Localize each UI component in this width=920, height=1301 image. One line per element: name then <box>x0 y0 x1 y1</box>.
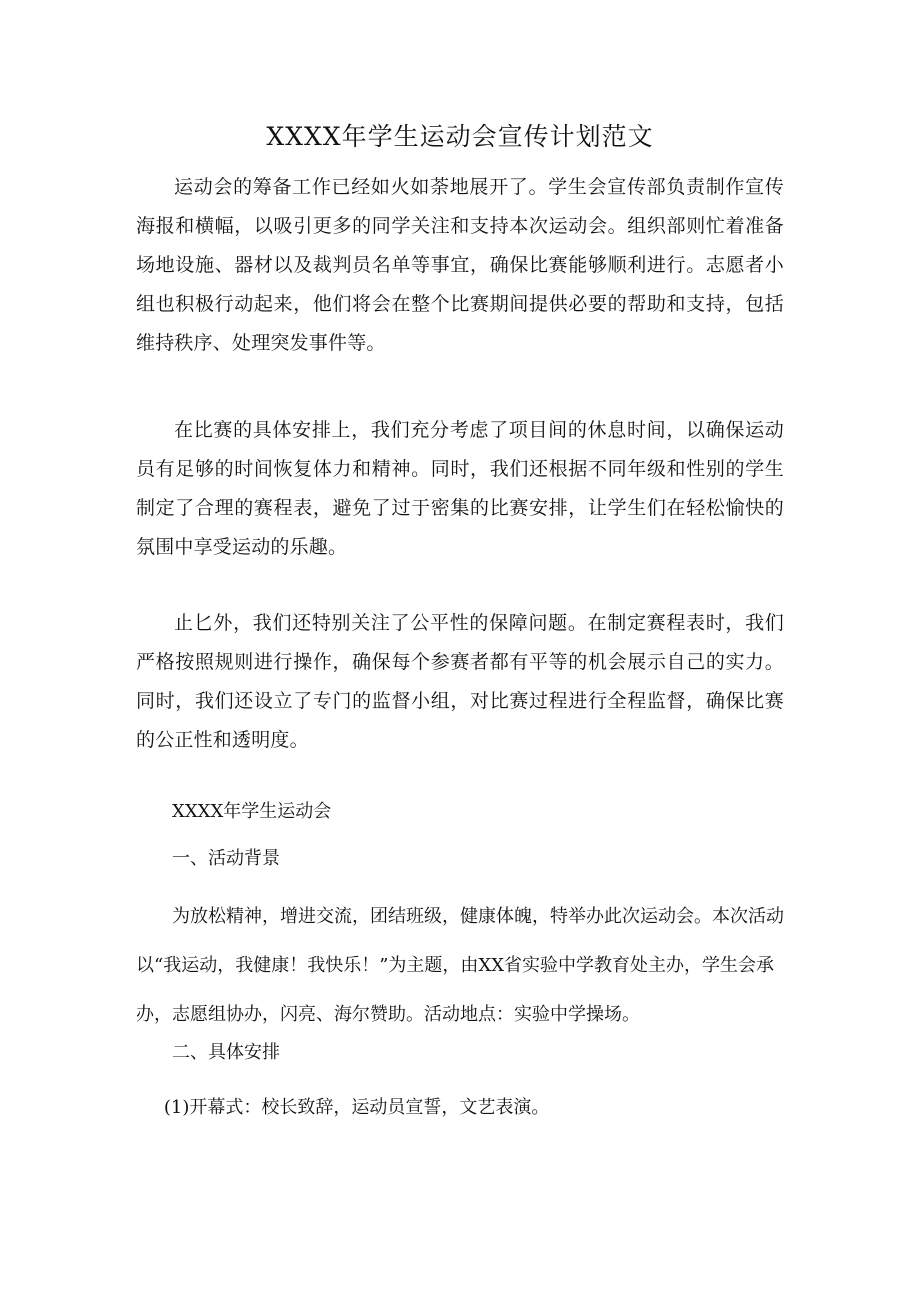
section-heading-background: 一、活动背景 <box>172 848 280 869</box>
document-title: XXXX年学生运动会宣传计划范文 <box>266 122 654 151</box>
event-subtitle: XXXX年学生运动会 <box>172 801 332 822</box>
paragraph-text: 运动会的筹备工作已经如火如荼地展开了。学生会宣传部负责制作宣传海报和横幅，以吸引更多的同学关注和支持本次运动会。组织部则忙着准备场地设施、器材以及裁判员名单等事宜，确保比赛能够顺利进行。志愿者小组也积极行动起来，他们将会在整个比赛期间提供必要的帮助和支持，包括维持秩序、处理突发事件等。 <box>136 176 784 354</box>
paragraph-text: 在比赛的具体安排上，我们充分考虑了项目间的休息时间，以确保运动员有足够的时间恢复体力和精神。同时，我们还根据不同年级和性别的学生制定了合理的赛程表，避免了过于密集的比赛安排，让学生们在轻松愉快的氛围中享受运动的乐趣。 <box>136 419 784 558</box>
paragraph-fairness <box>136 604 784 760</box>
paragraph-schedule <box>136 411 784 567</box>
paragraph-background: 为放松精神，增进交流，团结班级，健康体魄，特举办此次运动会。本次活动以“我运动，我健康！我快乐！”为主题，由XX省实验中学教育处主办，学生会承办，志愿组协办，闪亮、海尔赞助。活动地点：实验中学操场。 <box>136 906 784 1025</box>
paragraph-preparation <box>136 168 784 363</box>
section-heading-arrangement: 二、具体安排 <box>172 1042 280 1063</box>
paragraph-text: 止匕外，我们还特别关注了公平性的保障问题。在制定赛程表时，我们严格按照规则进行操作，确保每个参赛者都有平等的机会展示自己的实力。同时，我们还设立了专门的监督小组，对比赛过程进行全程监督，确保比赛的公正性和透明度。 <box>136 612 784 751</box>
list-item-opening-ceremony: (1)开幕式：校长致辞，运动员宣誓，文艺表演。 <box>163 1097 550 1118</box>
